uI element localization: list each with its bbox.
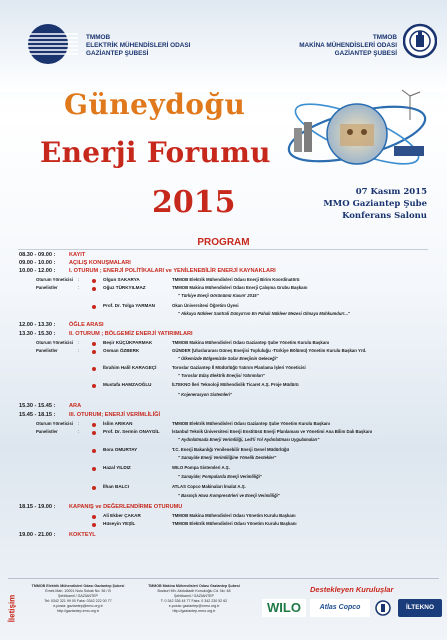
speaker-affiliation: TMMOB Makina Mühendisleri Odası Gaziantep Şube Yönetim Kurulu Başkanı <box>172 340 330 345</box>
session-title: KOKTEYL <box>69 532 96 538</box>
sponsor-iltekno-logo: İLTEKNO <box>398 599 442 617</box>
speaker-name: İslim ARIKAN <box>103 421 133 426</box>
separator: : <box>78 277 80 282</box>
talk-topic: " Sanayide Enerji Verimliliğine Yönelik Destekler" <box>178 455 277 460</box>
bullet-icon <box>92 384 96 388</box>
session-time: 19.00 - 21.00 : <box>19 532 56 538</box>
talk-topic: " Toroslar Edaş Elektrik Enerjisi Yatırımları" <box>178 373 265 378</box>
event-date: 07 Kasım 2015 <box>355 187 427 197</box>
sponsor-wilo-logo: WILO <box>262 599 306 617</box>
org-line: GAZİANTEP ŞUBESİ <box>334 50 397 58</box>
address-line: e-posta: gaziantep@mmo.org.tr <box>168 604 220 608</box>
speaker-name: Prof. Dr. Tolga YARMAN <box>103 303 155 308</box>
speaker-name: Olgun SAKARYA <box>103 277 140 282</box>
bullet-icon <box>92 515 96 519</box>
speaker-affiliation: WILO Pompa Sistemleri A.Ş. <box>172 465 230 470</box>
address-line: e-posta: gaziantep@emo.org.tr <box>53 604 103 608</box>
speaker-name: İbrahim Halil KARAGEÇİ <box>103 365 157 370</box>
address-org: TMMOB Elektrik Mühendisleri Odası Gaziantep Şubesi <box>31 584 125 588</box>
address-line: Şehitkamil / GAZİANTEP <box>58 594 98 598</box>
address-line: Şehitkamil / GAZİANTEP <box>174 594 214 598</box>
session-title: KAYIT <box>69 252 86 258</box>
session-time: 08.30 - 09.00 : <box>19 252 56 258</box>
bullet-icon <box>92 342 96 346</box>
separator: : <box>78 348 80 353</box>
emo-address <box>26 584 130 614</box>
bullet-icon <box>92 305 96 309</box>
speaker-affiliation: ATLAS Copco Makinaları İmalat A.Ş. <box>172 484 246 489</box>
speaker-role: Panelistler <box>36 285 58 290</box>
talk-topic: " Türkiye Enerji Görünümü Kasım' 2015" <box>178 293 259 298</box>
session-title: AÇILIŞ KONUŞMALARI <box>69 260 131 266</box>
speaker-name: Mustafa HAMZAOĞLU <box>103 382 152 387</box>
org-line: TMMOB <box>372 34 397 41</box>
event-hall: Konferans Salonu <box>342 211 427 221</box>
bullet-icon <box>92 423 96 427</box>
mmo-seal-icon <box>374 600 392 616</box>
title-line-1: Güneydoğu <box>64 88 246 121</box>
bullet-icon <box>92 287 96 291</box>
bullet-icon <box>92 350 96 354</box>
speaker-name: Osman ÖZBERK <box>103 348 140 353</box>
address-org: TMMOB Makina Mühendisleri Odası Gaziantep Şubesi <box>148 584 240 588</box>
bullet-icon <box>92 523 96 527</box>
speaker-role: Oturum Yöneticisi <box>36 421 73 426</box>
separator: : <box>78 429 80 434</box>
address-line: http://gaziantep.emo.org.tr <box>57 609 99 613</box>
separator: : <box>78 421 80 426</box>
speaker-name: Ali Ekber ÇAKAR <box>103 513 141 518</box>
session-time: 18.15 - 19.00 : <box>19 504 56 510</box>
session-time: 15.30 - 15.45 : <box>19 403 56 409</box>
mmo-logo <box>403 22 437 60</box>
contact-label: İletişim <box>7 594 17 623</box>
org-line: GAZİANTEP ŞUBESİ <box>86 50 149 58</box>
title-line-2: Enerji Forumu <box>40 136 271 169</box>
bullet-icon <box>92 279 96 283</box>
speaker-role: Oturum Yöneticisi <box>36 340 73 345</box>
session-time: 10.00 - 12.00 : <box>19 268 56 274</box>
mmo-org-name <box>299 34 397 59</box>
speaker-role: Panelistler <box>36 429 58 434</box>
speaker-affiliation: TMMOB Elektrik Mühendisleri Odası Yönetim Kurulu Başkanı <box>172 521 297 526</box>
talk-topic: " Basınçlı Hava Kompresörleri ve Enerji Verimliliği" <box>178 493 280 498</box>
org-line: TMMOB <box>86 34 111 41</box>
emo-logo <box>22 22 80 66</box>
speaker-name: Beşir KÜÇÜKPARMAK <box>103 340 153 345</box>
bullet-icon <box>92 431 96 435</box>
speaker-name: Hüseyin YEŞİL <box>103 521 136 526</box>
title-year: 2015 <box>152 185 236 220</box>
speaker-name: İlhan BALCI <box>103 484 130 489</box>
emo-org-name <box>86 34 190 59</box>
talk-topic: " Sanayide; Pompalarda Enerji Verimliliği" <box>178 474 262 479</box>
session-time: 12.00 - 13.30 : <box>19 322 56 328</box>
session-time: 15.45 - 18.15 : <box>19 412 56 418</box>
speaker-affiliation: T.C. Enerji Bakanlığı Yenilenebilir Enerji Genel Müdürlüğü <box>172 447 290 452</box>
speaker-affiliation: TMMOB Makina Mühendisleri Odası Yönetim Kurulu Başkanı <box>172 513 296 518</box>
bullet-icon <box>92 467 96 471</box>
bullet-icon <box>92 367 96 371</box>
session-title: ARA <box>69 403 82 409</box>
separator: : <box>78 285 80 290</box>
session-title: ÖĞLE ARASI <box>69 322 104 328</box>
talk-topic: " Kojenerasyon Sistemleri" <box>178 392 233 397</box>
sponsor-atlascopco-logo: Atlas Copco <box>310 599 370 617</box>
mmo-address <box>140 584 248 614</box>
session-time: 09.00 - 10.00 : <box>19 260 56 266</box>
session-title: I. OTURUM ; ENERJİ POLİTİKALARI ve YENİLENEBİLİR ENERJİ KAYNAKLARI <box>69 268 276 274</box>
event-info <box>323 186 427 222</box>
speaker-role: Panelistler <box>36 348 58 353</box>
sponsors-label: Destekleyen Kuruluşlar <box>310 585 394 594</box>
bullet-icon <box>92 486 96 490</box>
energy-collage-image <box>282 88 432 180</box>
program-divider <box>18 249 428 250</box>
separator: : <box>78 340 80 345</box>
program-title: PROGRAM <box>197 237 250 248</box>
speaker-name: Hazal YILDIZ <box>103 465 131 470</box>
speaker-affiliation: TMMOB Elektrik Mühendisleri Odası Gaziantep Şube Yönetim Kurulu Başkanı <box>172 421 330 426</box>
session-title: III. OTURUM; ENERJİ VERİMLİLİĞİ <box>69 412 161 418</box>
talk-topic: " Ülkemizde Bölgemizde Solar Enerjinin Geleceği" <box>178 356 278 361</box>
session-title: KAPANIŞ ve DEĞERLENDİRME OTURUMU <box>69 504 183 510</box>
speaker-affiliation: TMMOB Makina Mühendisleri Odası Enerji Çalışma Grubu Başkanı <box>172 285 308 290</box>
address-line: Emek Mah. 10001 Nolu Sokak No: 36 / B <box>45 589 111 593</box>
session-time: 13.30 - 15.30 : <box>19 331 56 337</box>
org-line: MAKİNA MÜHENDİSLERİ ODASI <box>299 42 397 50</box>
bullet-icon <box>92 449 96 453</box>
speaker-name: Bora OMURTAY <box>103 447 138 452</box>
speaker-name: Prof. Dr. Sermin ONAYGİL <box>103 429 160 434</box>
event-venue: MMO Gaziantep Şube <box>323 199 427 209</box>
footer-divider <box>8 578 439 579</box>
speaker-role: Oturum Yöneticisi <box>36 277 73 282</box>
talk-topic: " Akkuyu Nükleer Santrali Dünya'nın En Pahalı Nükleer Mezesi Olmaya Mahkumdur!..." <box>178 311 350 316</box>
address-line: http://gaziantep.mmo.org.tr <box>172 609 216 613</box>
address-line: Bozkurt Mh. Abdulkadir Konukoğlu Cd. No: 48 <box>157 589 231 593</box>
speaker-affiliation: Toroslar Gaziantep İl Müdürlüğü Yatırım Planlama İşleri Yöneticisi <box>172 365 306 370</box>
address-line: T: 0 342 336 44 77 Faks: 0 342 230 52 62 <box>160 599 228 603</box>
speaker-affiliation: İstanbul Teknik Üniversitesi Enerji Enstitüsü Enerji Planlaması ve Yönetimi Ana Bilim Dalı Başkanı <box>172 429 373 434</box>
org-line: ELEKTRİK MÜHENDİSLERİ ODASI <box>86 42 191 50</box>
speaker-affiliation: GÜNDER (Uluslararası Güneş Enerjisi Topluluğu -Türkiye Bölümü) Yönetim Kurulu Başkan Yrd. <box>172 348 367 353</box>
speaker-affiliation: TMMOB Elektrik Mühendisleri Odası Enerji Birim Koordinatörü <box>172 277 300 282</box>
speaker-affiliation: Okan Üniversitesi Öğretim Üyesi <box>172 303 239 308</box>
talk-topic: " Aydınlatmada Enerji Verimliliği, Led'li Yol Aydınlatması Uygulamaları" <box>178 437 320 442</box>
speaker-affiliation: İLTEKNO İleri Teknoloji Mühendislik Ticaret A.Ş. Proje Müdürü <box>172 382 299 387</box>
speaker-name: Oğuz TÜRKYILMAZ <box>103 285 146 290</box>
session-title: II. OTURUM ; BÖLGEMİZ ENERJİ YATIRIMLARI <box>69 331 193 337</box>
address-line: Tel: 0342 321 99 00 Faks: 0342 222 00 77 <box>44 599 112 603</box>
